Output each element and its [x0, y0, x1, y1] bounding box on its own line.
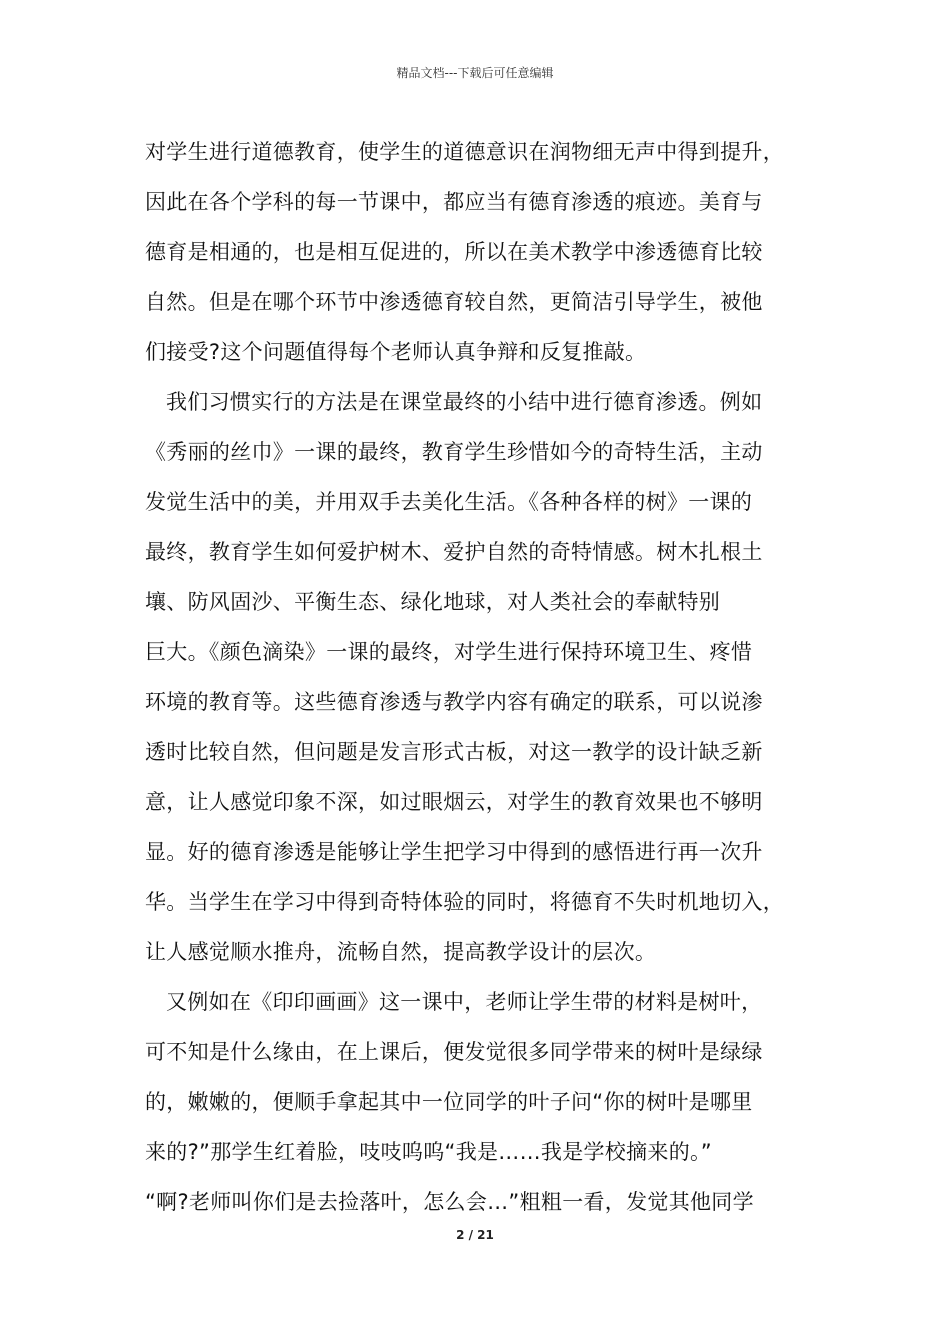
text-line: “啊?老师叫你们是去捡落叶，怎么会…”粗粗一看，发觉其他同学	[145, 1190, 754, 1214]
text-line: 壤、防风固沙、平衡生态、绿化地球，对人类社会的奉献特别	[145, 590, 721, 614]
document-body	[145, 134, 825, 1234]
text-line: 环境的教育等。这些德育渗透与教学内容有确定的联系，可以说渗	[145, 690, 763, 714]
text-line: 们接受?这个问题值得每个老师认真争辩和反复推敲。	[145, 340, 647, 364]
text-line: 华。当学生在学习中得到奇特体验的同时，将德育不失时机地切入，	[145, 890, 784, 914]
text-line: 《秀丽的丝巾》一课的最终，教育学生珍惜如今的奇特生活，主动	[145, 440, 763, 464]
text-line: 的，嫩嫩的，便顺手拿起其中一位同学的叶子问“你的树叶是哪里	[145, 1090, 753, 1114]
text-line: 巨大。《颜色滴染》一课的最终，对学生进行保持环境卫生、疼惜	[145, 640, 753, 664]
text-line: 发觉生活中的美，并用双手去美化生活。《各种各样的树》一课的	[145, 490, 753, 514]
text-line: 透时比较自然，但问题是发言形式古板，对这一教学的设计缺乏新	[145, 740, 763, 764]
text-line: 意，让人感觉印象不深，如过眼烟云，对学生的教育效果也不够明	[145, 790, 763, 814]
text-line: 又例如在《印印画画》这一课中，老师让学生带的材料是树叶，	[166, 990, 763, 1014]
page-number: 2 / 21	[456, 1228, 494, 1242]
text-line: 我们习惯实行的方法是在课堂最终的小结中进行德育渗透。例如	[166, 390, 763, 414]
text-line: 让人感觉顺水推舟，流畅自然，提高教学设计的层次。	[145, 940, 657, 964]
text-line: 因此在各个学科的每一节课中，都应当有德育渗透的痕迹。美育与	[145, 190, 763, 214]
text-line: 对学生进行道德教育，使学生的道德意识在润物细无声中得到提升，	[145, 140, 784, 164]
page-header: 精品文档---下载后可任意编辑	[396, 66, 554, 80]
text-line: 德育是相通的，也是相互促进的，所以在美术教学中渗透德育比较	[145, 240, 763, 264]
text-line: 来的?”那学生红着脸，吱吱呜呜“我是……我是学校摘来的。”	[145, 1140, 712, 1164]
text-line: 最终，教育学生如何爱护树木、爱护自然的奇特情感。树木扎根土	[145, 540, 763, 564]
text-line: 自然。但是在哪个环节中渗透德育较自然，更简洁引导学生，被他	[145, 290, 763, 314]
text-line: 显。好的德育渗透是能够让学生把学习中得到的感悟进行再一次升	[145, 840, 763, 864]
text-line: 可不知是什么缘由，在上课后，便发觉很多同学带来的树叶是绿绿	[145, 1040, 763, 1064]
